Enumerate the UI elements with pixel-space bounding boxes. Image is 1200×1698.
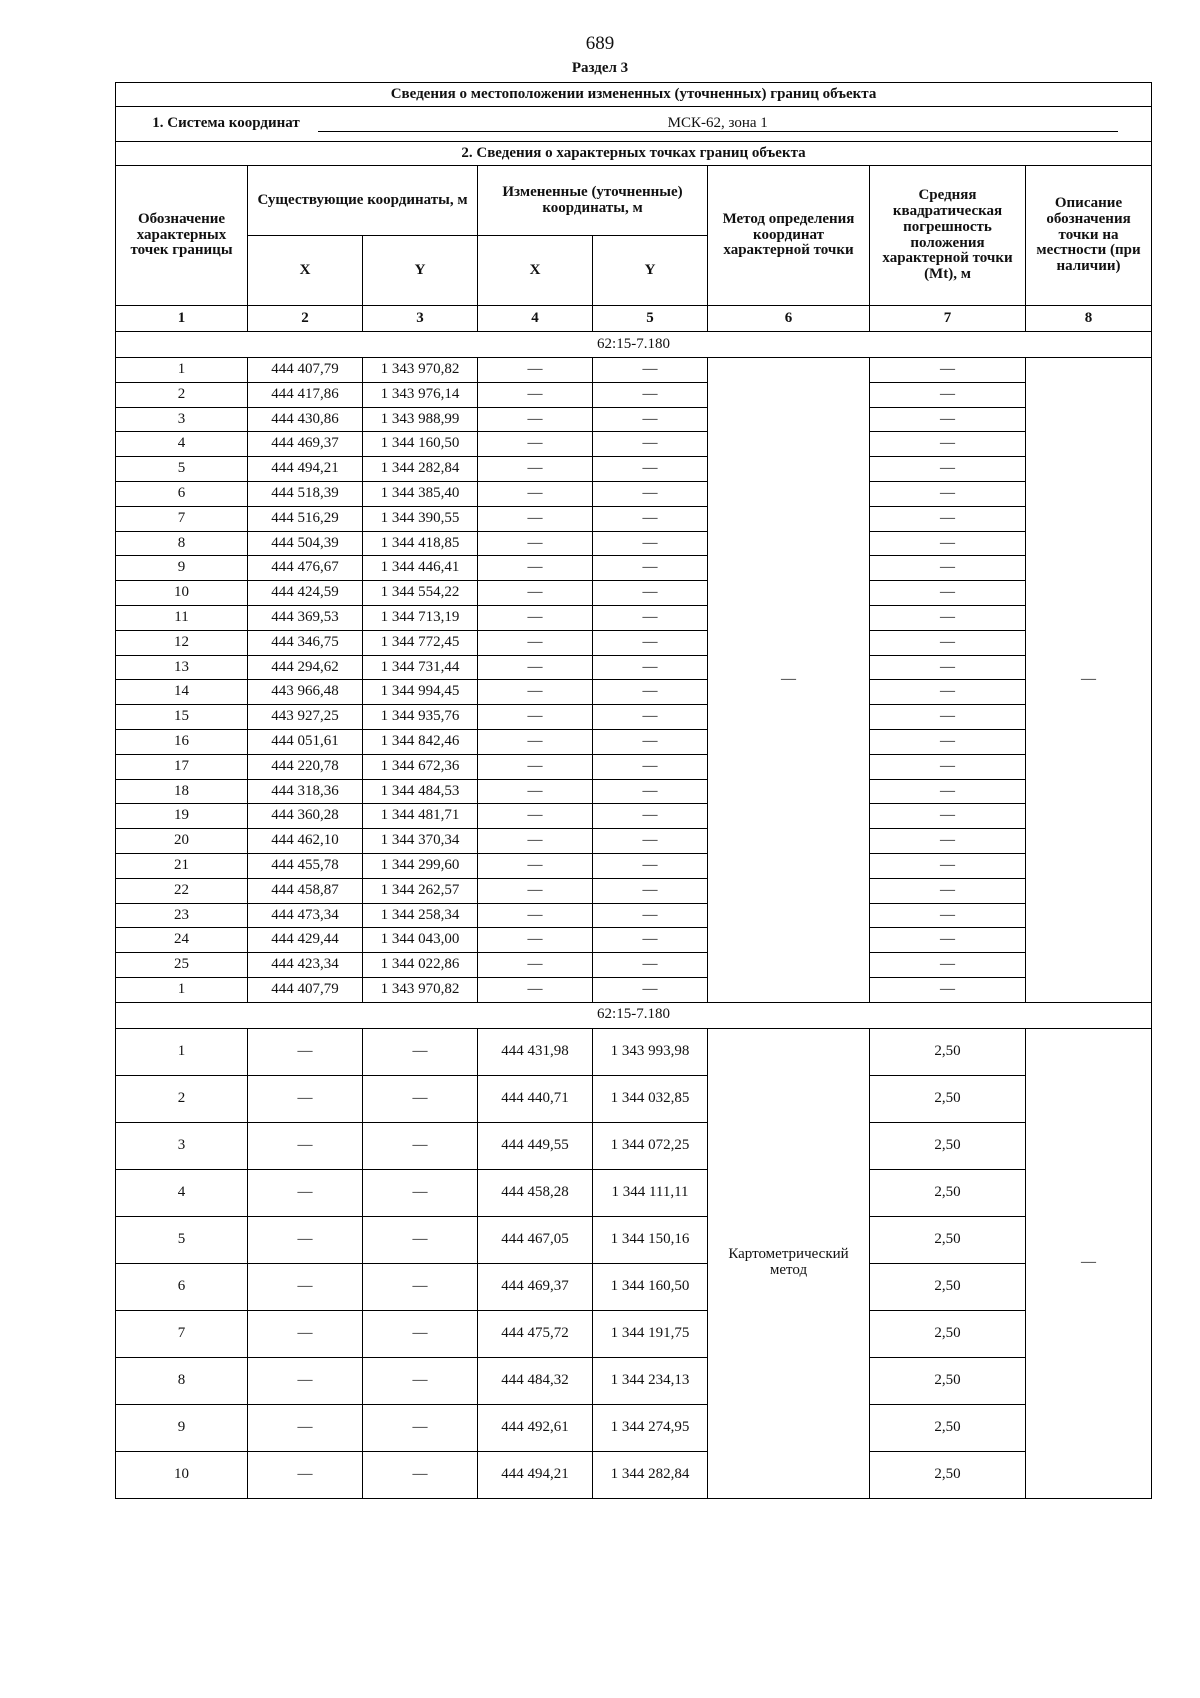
cadastral-number: 62:15-7.180	[116, 332, 1152, 358]
group-label-row	[116, 332, 1152, 358]
page-number: 689	[585, 33, 615, 54]
mean-error: —	[870, 506, 1026, 531]
existing-x: —	[248, 1122, 363, 1169]
coord-system-row	[116, 107, 1152, 142]
changed-x: —	[478, 977, 593, 1002]
existing-x: 444 462,10	[248, 829, 363, 854]
changed-x: —	[478, 481, 593, 506]
changed-x: 444 475,72	[478, 1310, 593, 1357]
existing-x: 444 516,29	[248, 506, 363, 531]
table-row	[116, 804, 1152, 829]
group-label-row	[116, 1002, 1152, 1028]
changed-x: —	[478, 779, 593, 804]
mean-error: —	[870, 382, 1026, 407]
table-row	[116, 1263, 1152, 1310]
changed-y: —	[593, 432, 708, 457]
changed-y: —	[593, 407, 708, 432]
changed-y: —	[593, 680, 708, 705]
point-number: 5	[116, 1216, 248, 1263]
header-description: Описание обозначения точки на местности (при наличии)	[1026, 166, 1152, 306]
point-number: 3	[116, 1122, 248, 1169]
existing-y: —	[363, 1451, 478, 1498]
point-number: 6	[116, 1263, 248, 1310]
description-cell: —	[1026, 358, 1152, 1003]
existing-x: 444 476,67	[248, 556, 363, 581]
mean-error: —	[870, 481, 1026, 506]
changed-y: 1 344 191,75	[593, 1310, 708, 1357]
point-number: 15	[116, 705, 248, 730]
mean-error: 2,50	[870, 1169, 1026, 1216]
changed-x: —	[478, 407, 593, 432]
changed-x: —	[478, 853, 593, 878]
existing-y: 1 344 418,85	[363, 531, 478, 556]
col-number: 1	[116, 306, 248, 332]
header-x-existing: X	[248, 236, 363, 306]
point-number: 4	[116, 1169, 248, 1216]
existing-x: —	[248, 1263, 363, 1310]
mean-error: —	[870, 853, 1026, 878]
table-row	[116, 680, 1152, 705]
mean-error: —	[870, 804, 1026, 829]
existing-x: 444 504,39	[248, 531, 363, 556]
changed-y: 1 344 234,13	[593, 1357, 708, 1404]
table-row	[116, 1028, 1152, 1075]
table-row	[116, 556, 1152, 581]
mean-error: —	[870, 531, 1026, 556]
existing-y: 1 344 043,00	[363, 928, 478, 953]
mean-error: 2,50	[870, 1404, 1026, 1451]
column-numbers-row	[116, 306, 1152, 332]
point-number: 10	[116, 1451, 248, 1498]
mean-error: —	[870, 630, 1026, 655]
coord-system-label: 1. Система координат	[152, 114, 300, 131]
existing-y: 1 344 731,44	[363, 655, 478, 680]
changed-x: —	[478, 829, 593, 854]
existing-x: 444 220,78	[248, 754, 363, 779]
changed-x: 444 492,61	[478, 1404, 593, 1451]
table-row	[116, 407, 1152, 432]
table-row	[116, 977, 1152, 1002]
existing-y: —	[363, 1075, 478, 1122]
table-row	[116, 358, 1152, 383]
existing-x: 444 360,28	[248, 804, 363, 829]
existing-y: 1 343 970,82	[363, 977, 478, 1002]
changed-x: 444 467,05	[478, 1216, 593, 1263]
mean-error: —	[870, 581, 1026, 606]
existing-y: —	[363, 1122, 478, 1169]
existing-x: 444 518,39	[248, 481, 363, 506]
existing-y: 1 344 935,76	[363, 705, 478, 730]
changed-y: —	[593, 829, 708, 854]
changed-y: 1 344 111,11	[593, 1169, 708, 1216]
table-row	[116, 432, 1152, 457]
changed-x: 444 431,98	[478, 1028, 593, 1075]
existing-x: 444 407,79	[248, 977, 363, 1002]
existing-y: —	[363, 1404, 478, 1451]
changed-y: —	[593, 977, 708, 1002]
changed-y: —	[593, 655, 708, 680]
existing-y: 1 344 481,71	[363, 804, 478, 829]
changed-x: 444 469,37	[478, 1263, 593, 1310]
table-row	[116, 630, 1152, 655]
existing-x: 444 417,86	[248, 382, 363, 407]
table-row	[116, 853, 1152, 878]
existing-x: 444 469,37	[248, 432, 363, 457]
point-number: 2	[116, 382, 248, 407]
changed-y: —	[593, 878, 708, 903]
changed-x: 444 440,71	[478, 1075, 593, 1122]
existing-x: —	[248, 1169, 363, 1216]
mean-error: 2,50	[870, 1357, 1026, 1404]
point-number: 9	[116, 1404, 248, 1451]
changed-x: —	[478, 630, 593, 655]
existing-y: 1 343 988,99	[363, 407, 478, 432]
changed-y: —	[593, 754, 708, 779]
changed-y: —	[593, 531, 708, 556]
mean-error: —	[870, 953, 1026, 978]
table-row	[116, 779, 1152, 804]
changed-y: 1 343 993,98	[593, 1028, 708, 1075]
table-row	[116, 605, 1152, 630]
existing-x: 444 424,59	[248, 581, 363, 606]
existing-y: 1 344 370,34	[363, 829, 478, 854]
existing-y: 1 344 446,41	[363, 556, 478, 581]
col-number: 7	[870, 306, 1026, 332]
changed-x: —	[478, 432, 593, 457]
existing-x: 444 346,75	[248, 630, 363, 655]
changed-y: —	[593, 481, 708, 506]
mean-error: —	[870, 457, 1026, 482]
mean-error: —	[870, 878, 1026, 903]
changed-x: —	[478, 358, 593, 383]
changed-y: —	[593, 729, 708, 754]
existing-y: 1 344 390,55	[363, 506, 478, 531]
table-row	[116, 903, 1152, 928]
changed-y: —	[593, 358, 708, 383]
mean-error: —	[870, 705, 1026, 730]
mean-error: —	[870, 605, 1026, 630]
mean-error: —	[870, 407, 1026, 432]
table-row	[116, 1310, 1152, 1357]
point-number: 11	[116, 605, 248, 630]
col-number: 6	[708, 306, 870, 332]
changed-y: —	[593, 382, 708, 407]
header-point-designation: Обозначение характерных точек границы	[116, 166, 248, 306]
table-row	[116, 481, 1152, 506]
table-title: Сведения о местоположении измененных (уточненных) границ объекта	[116, 83, 1152, 107]
mean-error: —	[870, 829, 1026, 854]
point-number: 20	[116, 829, 248, 854]
point-number: 8	[116, 1357, 248, 1404]
point-number: 22	[116, 878, 248, 903]
table-row	[116, 506, 1152, 531]
header-y-changed: Y	[593, 236, 708, 306]
changed-y: —	[593, 928, 708, 953]
existing-x: 443 927,25	[248, 705, 363, 730]
table-row	[116, 705, 1152, 730]
changed-y: —	[593, 506, 708, 531]
changed-y: 1 344 274,95	[593, 1404, 708, 1451]
existing-x: 444 294,62	[248, 655, 363, 680]
mean-error: —	[870, 556, 1026, 581]
changed-y: 1 344 032,85	[593, 1075, 708, 1122]
point-number: 13	[116, 655, 248, 680]
changed-x: —	[478, 506, 593, 531]
existing-y: 1 344 772,45	[363, 630, 478, 655]
existing-x: —	[248, 1028, 363, 1075]
table-row	[116, 1169, 1152, 1216]
changed-x: —	[478, 928, 593, 953]
section-title: Раздел 3	[571, 60, 629, 76]
existing-y: 1 343 970,82	[363, 358, 478, 383]
point-number: 9	[116, 556, 248, 581]
existing-x: —	[248, 1216, 363, 1263]
changed-x: —	[478, 878, 593, 903]
existing-x: 444 423,34	[248, 953, 363, 978]
header-method: Метод определения координат характерной точки	[708, 166, 870, 306]
point-number: 10	[116, 581, 248, 606]
existing-y: —	[363, 1028, 478, 1075]
existing-y: —	[363, 1357, 478, 1404]
changed-x: —	[478, 581, 593, 606]
mean-error: 2,50	[870, 1451, 1026, 1498]
existing-x: 444 051,61	[248, 729, 363, 754]
changed-y: —	[593, 605, 708, 630]
point-number: 19	[116, 804, 248, 829]
existing-y: 1 344 554,22	[363, 581, 478, 606]
cadastral-number: 62:15-7.180	[116, 1002, 1152, 1028]
changed-y: —	[593, 581, 708, 606]
point-number: 18	[116, 779, 248, 804]
point-number: 17	[116, 754, 248, 779]
table-row	[116, 457, 1152, 482]
changed-y: —	[593, 903, 708, 928]
existing-y: —	[363, 1216, 478, 1263]
col-number: 2	[248, 306, 363, 332]
table-row	[116, 754, 1152, 779]
mean-error: 2,50	[870, 1122, 1026, 1169]
existing-y: —	[363, 1169, 478, 1216]
description-cell: —	[1026, 1028, 1152, 1498]
changed-x: —	[478, 903, 593, 928]
table-row	[116, 531, 1152, 556]
point-number: 8	[116, 531, 248, 556]
col-number: 4	[478, 306, 593, 332]
changed-y: —	[593, 953, 708, 978]
point-number: 6	[116, 481, 248, 506]
existing-x: —	[248, 1310, 363, 1357]
boundary-table	[115, 82, 1152, 1499]
point-number: 1	[116, 358, 248, 383]
mean-error: —	[870, 358, 1026, 383]
changed-y: —	[593, 853, 708, 878]
mean-error: —	[870, 680, 1026, 705]
header-mean-error: Средняя квадратическая погрешность положения характерной точки (Mt), м	[870, 166, 1026, 306]
table-row	[116, 878, 1152, 903]
existing-y: 1 344 994,45	[363, 680, 478, 705]
existing-x: —	[248, 1357, 363, 1404]
changed-x: —	[478, 705, 593, 730]
header-y-existing: Y	[363, 236, 478, 306]
table-row	[116, 655, 1152, 680]
changed-x: 444 494,21	[478, 1451, 593, 1498]
changed-y: 1 344 072,25	[593, 1122, 708, 1169]
mean-error: 2,50	[870, 1263, 1026, 1310]
changed-x: —	[478, 655, 593, 680]
method-cell: Картометрический метод	[708, 1028, 870, 1498]
table-row	[116, 1216, 1152, 1263]
point-number: 7	[116, 506, 248, 531]
point-number: 1	[116, 977, 248, 1002]
header-changed-coords: Измененные (уточненные) координаты, м	[478, 166, 708, 236]
changed-y: 1 344 160,50	[593, 1263, 708, 1310]
table-row	[116, 928, 1152, 953]
existing-y: —	[363, 1263, 478, 1310]
changed-x: —	[478, 382, 593, 407]
changed-y: —	[593, 457, 708, 482]
point-number: 1	[116, 1028, 248, 1075]
changed-y: —	[593, 779, 708, 804]
mean-error: 2,50	[870, 1310, 1026, 1357]
changed-y: —	[593, 705, 708, 730]
existing-y: 1 344 022,86	[363, 953, 478, 978]
table-row	[116, 953, 1152, 978]
changed-x: —	[478, 457, 593, 482]
existing-y: —	[363, 1310, 478, 1357]
existing-y: 1 344 672,36	[363, 754, 478, 779]
mean-error: —	[870, 432, 1026, 457]
table-row	[116, 1075, 1152, 1122]
existing-x: 444 455,78	[248, 853, 363, 878]
changed-x: —	[478, 953, 593, 978]
existing-x: 444 369,53	[248, 605, 363, 630]
point-number: 14	[116, 680, 248, 705]
point-number: 4	[116, 432, 248, 457]
existing-x: 444 473,34	[248, 903, 363, 928]
existing-y: 1 343 976,14	[363, 382, 478, 407]
existing-x: 444 318,36	[248, 779, 363, 804]
table-row	[116, 1357, 1152, 1404]
mean-error: —	[870, 655, 1026, 680]
col-number: 3	[363, 306, 478, 332]
mean-error: —	[870, 903, 1026, 928]
changed-x: —	[478, 729, 593, 754]
point-number: 24	[116, 928, 248, 953]
mean-error: 2,50	[870, 1028, 1026, 1075]
point-number: 2	[116, 1075, 248, 1122]
point-number: 7	[116, 1310, 248, 1357]
table-row	[116, 829, 1152, 854]
table-row	[116, 382, 1152, 407]
method-cell: —	[708, 358, 870, 1003]
existing-y: 1 344 258,34	[363, 903, 478, 928]
existing-x: —	[248, 1451, 363, 1498]
changed-x: 444 449,55	[478, 1122, 593, 1169]
changed-y: —	[593, 556, 708, 581]
changed-x: —	[478, 754, 593, 779]
changed-x: 444 458,28	[478, 1169, 593, 1216]
point-number: 16	[116, 729, 248, 754]
coord-system-value: МСК-62, зона 1	[318, 116, 1118, 133]
header-x-changed: X	[478, 236, 593, 306]
existing-x: 444 494,21	[248, 457, 363, 482]
header-existing-coords: Существующие координаты, м	[248, 166, 478, 236]
table-row	[116, 729, 1152, 754]
table-row	[116, 581, 1152, 606]
existing-y: 1 344 385,40	[363, 481, 478, 506]
existing-y: 1 344 299,60	[363, 853, 478, 878]
existing-x: 443 966,48	[248, 680, 363, 705]
points-title: 2. Сведения о характерных точках границ объекта	[116, 142, 1152, 166]
point-number: 25	[116, 953, 248, 978]
point-number: 3	[116, 407, 248, 432]
point-number: 21	[116, 853, 248, 878]
existing-y: 1 344 262,57	[363, 878, 478, 903]
mean-error: 2,50	[870, 1216, 1026, 1263]
mean-error: —	[870, 754, 1026, 779]
point-number: 12	[116, 630, 248, 655]
existing-x: 444 407,79	[248, 358, 363, 383]
table-row	[116, 1122, 1152, 1169]
changed-x: —	[478, 680, 593, 705]
point-number: 23	[116, 903, 248, 928]
table-row	[116, 1404, 1152, 1451]
changed-x: —	[478, 556, 593, 581]
changed-y: —	[593, 804, 708, 829]
existing-x: —	[248, 1404, 363, 1451]
existing-y: 1 344 160,50	[363, 432, 478, 457]
changed-y: 1 344 282,84	[593, 1451, 708, 1498]
existing-y: 1 344 282,84	[363, 457, 478, 482]
table-row	[116, 1451, 1152, 1498]
changed-x: 444 484,32	[478, 1357, 593, 1404]
existing-y: 1 344 484,53	[363, 779, 478, 804]
existing-x: 444 458,87	[248, 878, 363, 903]
point-number: 5	[116, 457, 248, 482]
changed-x: —	[478, 531, 593, 556]
existing-y: 1 344 713,19	[363, 605, 478, 630]
existing-x: 444 429,44	[248, 928, 363, 953]
changed-x: —	[478, 804, 593, 829]
changed-x: —	[478, 605, 593, 630]
mean-error: —	[870, 779, 1026, 804]
existing-x: —	[248, 1075, 363, 1122]
col-number: 8	[1026, 306, 1152, 332]
col-number: 5	[593, 306, 708, 332]
mean-error: —	[870, 729, 1026, 754]
existing-x: 444 430,86	[248, 407, 363, 432]
changed-y: —	[593, 630, 708, 655]
existing-y: 1 344 842,46	[363, 729, 478, 754]
mean-error: —	[870, 928, 1026, 953]
mean-error: 2,50	[870, 1075, 1026, 1122]
mean-error: —	[870, 977, 1026, 1002]
changed-y: 1 344 150,16	[593, 1216, 708, 1263]
